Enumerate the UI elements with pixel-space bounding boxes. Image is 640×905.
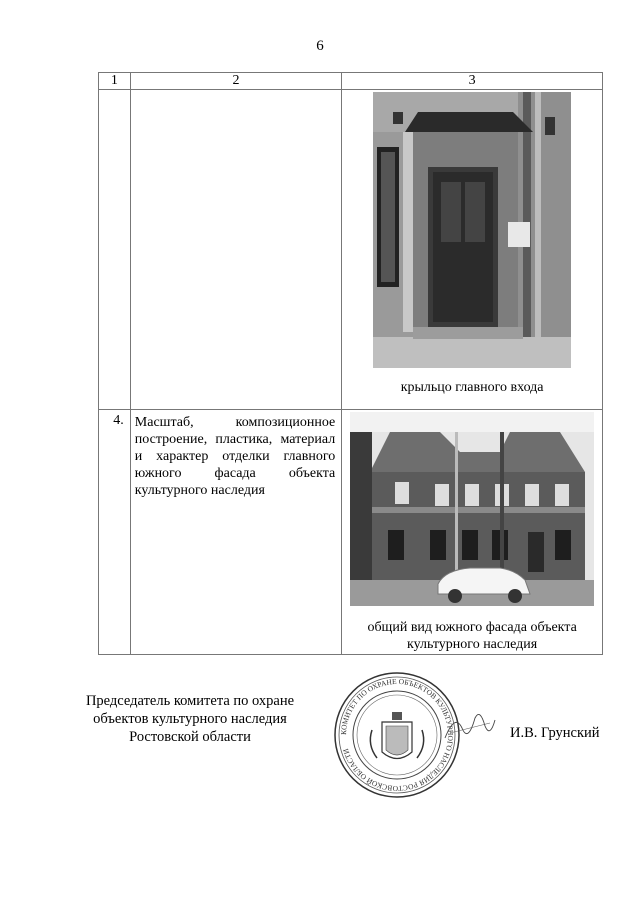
signature-scribble-icon	[440, 708, 500, 748]
photo-caption: крыльцо главного входа	[400, 380, 544, 395]
header-col-1: 1	[99, 73, 131, 90]
facade-photo	[350, 412, 594, 606]
photo-caption: общий вид южного фасада объекта культурного наследия	[367, 620, 577, 652]
table-row	[99, 90, 603, 410]
heritage-table	[98, 72, 603, 655]
table-row	[99, 410, 603, 655]
row-number	[99, 90, 131, 410]
photo-cell	[342, 410, 603, 655]
signer-position: Председатель комитета по охране объектов культурного наследия Ростовской области	[85, 693, 295, 745]
row-number: 4.	[99, 410, 131, 655]
page-number: 6	[316, 38, 324, 54]
row-description: Масштаб, композиционное построение, пластика, материал и характер отделки главного южного фасада объекта культурного наследия	[130, 410, 341, 655]
row-description	[130, 90, 341, 410]
stamp-ring-text: КОМИТЕТ ПО ОХРАНЕ ОБЪЕКТОВ КУЛЬТУРНОГО НАСЛЕДИЯ РОСТОВСКОЙ ОБЛАСТИ	[338, 676, 456, 794]
header-col-2: 2	[130, 73, 341, 90]
table-header-row	[99, 73, 603, 90]
door-entrance-photo	[373, 92, 571, 368]
header-col-3: 3	[342, 73, 603, 90]
photo-cell	[342, 90, 603, 410]
signer-name: И.В. Грунский	[510, 725, 600, 741]
